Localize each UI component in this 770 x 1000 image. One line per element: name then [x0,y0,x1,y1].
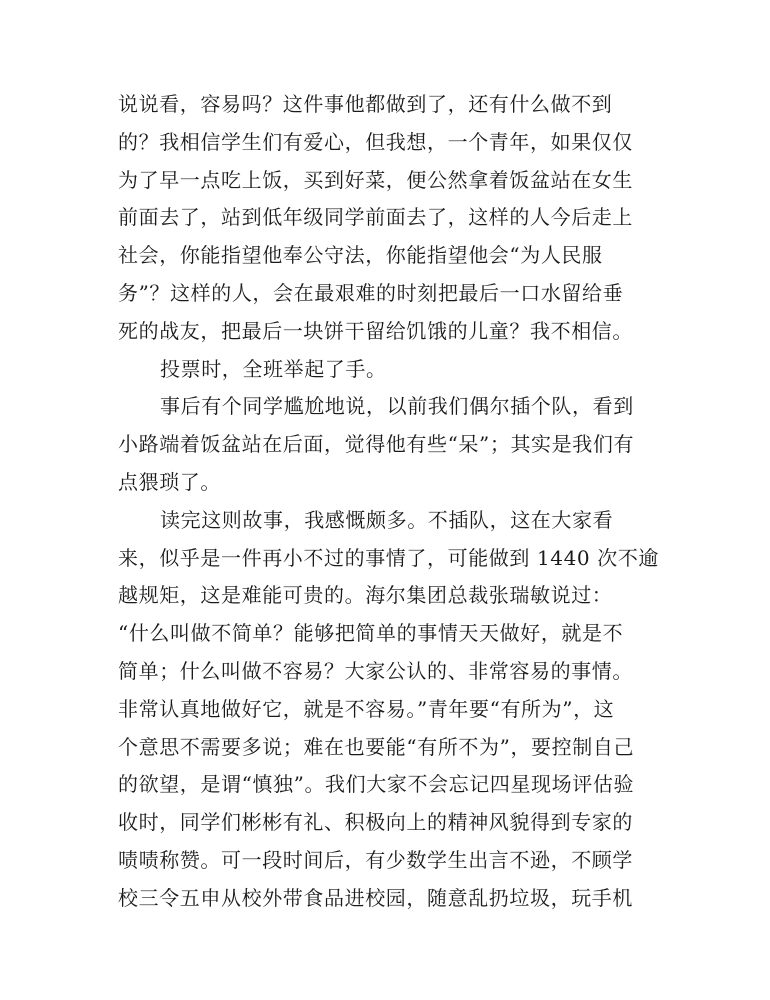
text-line: 社会，你能指望他奉公守法，你能指望他会“为人民服 [118,243,603,268]
text-line: 非常认真地做好它，就是不容易。”青年要“有所为”，这 [118,696,615,721]
paragraph-first-line: 投票时，全班举起了手。 [160,356,387,381]
text-line: 来，似乎是一件再小不过的事情了，可能做到 1440 次不逾 [118,545,660,570]
text-line: 说说看，容易吗？这件事他都做到了，还有什么做不到 [118,92,613,116]
text-line: 的欲望，是谓“慎独”。我们大家不会忘记四星现场评估验 [118,772,635,797]
text-line: “什么叫做不简单？能够把简单的事情天天做好，就是不 [118,621,624,646]
paragraph-first-line: 读完这则故事，我感慨颇多。不插队，这在大家看 [160,507,614,532]
text-line: 小路端着饭盆站在后面，觉得他有些“呆”；其实是我们有 [118,432,635,457]
text-line: 点猥琐了。 [118,469,221,494]
paragraph-first-line: 事后有个同学尴尬地说，以前我们偶尔插个队，看到 [160,394,634,419]
text-line: 校三令五申从校外带食品进校园，随意乱扔垃圾，玩手机 [118,885,633,910]
text-line: 越规矩，这是难能可贵的。海尔集团总裁张瑞敏说过： [118,583,613,608]
text-line: 死的战友，把最后一块饼干留给饥饿的儿童？我不相信。 [118,318,633,343]
body-text [118,86,658,918]
text-line: 啧啧称赞。可一段时间后，有少数学生出言不逊，不顾学 [118,847,633,872]
text-line: 为了早一点吃上饭，买到好菜，便公然拿着饭盆站在女生 [118,167,633,192]
text-line: 简单；什么叫做不容易？大家公认的、非常容易的事情。 [118,658,633,683]
text-line: 前面去了，站到低年级同学前面去了，这样的人今后走上 [118,205,633,230]
text-line: 收时，同学们彬彬有礼、积极向上的精神风貌得到专家的 [118,810,633,835]
text-line: 的？我相信学生们有爱心，但我想，一个青年，如果仅仅 [118,129,633,154]
text-line: 务”？这样的人，会在最艰难的时刻把最后一口水留给垂 [118,280,624,305]
text-line: 个意思不需要多说；难在也要能“有所不为”，要控制自己 [118,734,635,759]
